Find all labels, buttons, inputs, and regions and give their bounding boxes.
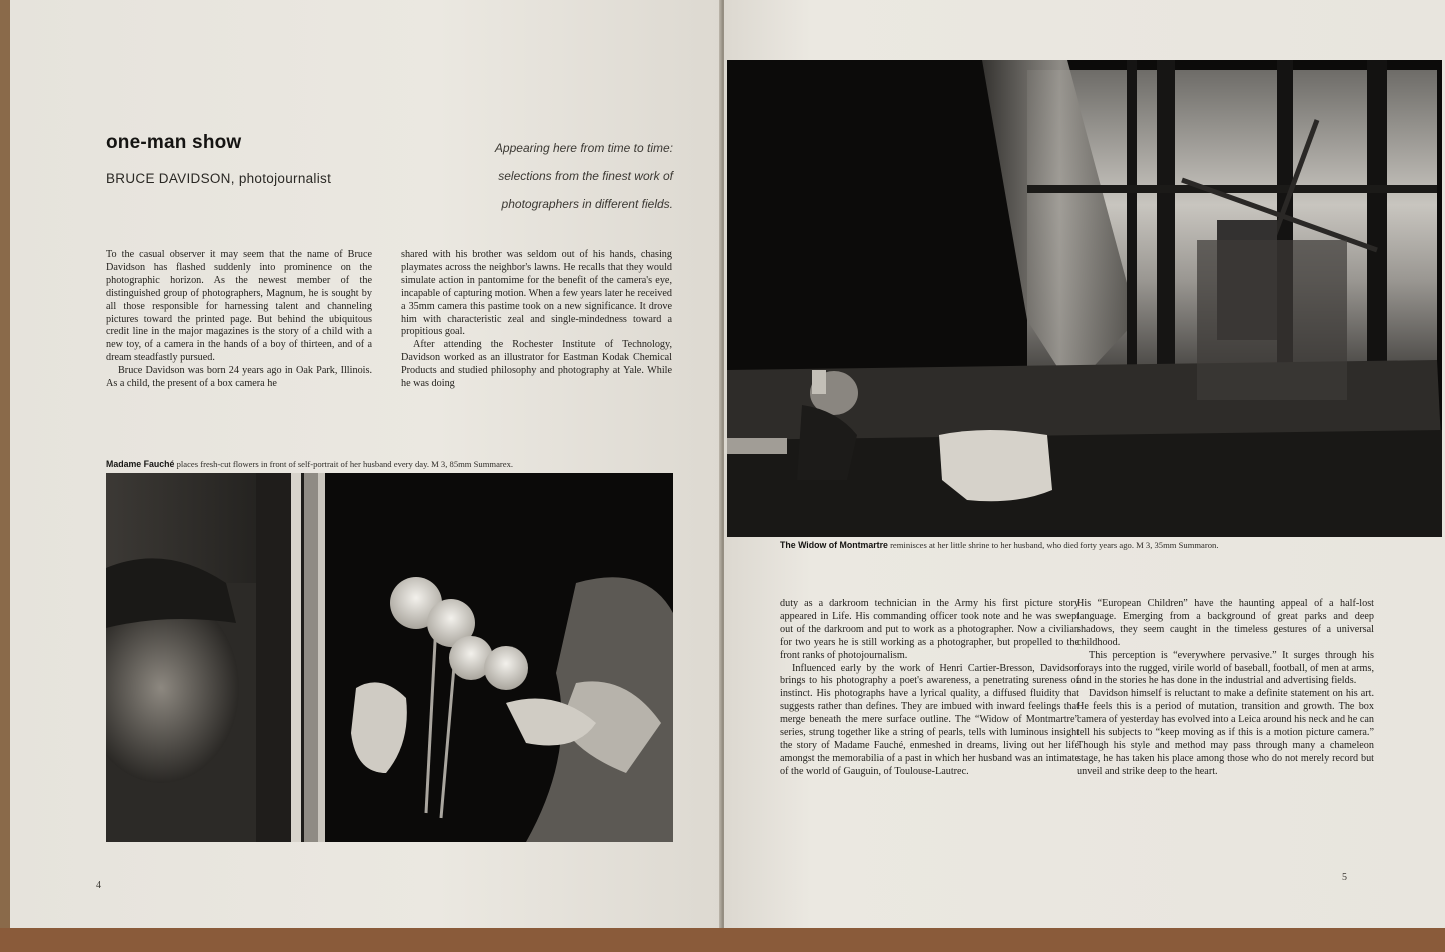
paragraph: To the casual observer it may seem that the name of Bruce Davidson has flashed suddenly into prominence on the photographic horizon. As the newest member of the distinguished group of photographers, Magnum, he is sought by all those responsible for harnessing talent and channeling pictures toward the printed page. But behind the ubiquitous credit line in the major magazines is the story of a child with a new toy, of a camera in the hands of a boy of thirteen, and of a dream steadfastly pursued. — [106, 249, 372, 364]
photo-widow-of-montmartre — [727, 60, 1442, 537]
caption-lead: The Widow of Montmartre — [780, 540, 888, 550]
caption-text: places fresh-cut flowers in front of self-portrait of her husband every day. M 3, 85mm Summarex. — [174, 459, 514, 469]
body-column-4 — [1077, 598, 1374, 779]
photo-caption-madame-fauche — [106, 459, 513, 469]
article-title: one-man show — [106, 132, 242, 153]
series-intro — [450, 134, 673, 218]
window-windmill-photo — [727, 60, 1442, 537]
body-column-1 — [106, 249, 372, 391]
page-number-4: 4 — [96, 880, 101, 891]
flowers-portrait-photo — [106, 473, 673, 842]
body-column-3 — [780, 598, 1079, 779]
table-surface — [0, 928, 1445, 952]
paragraph: This perception is “everywhere pervasive.” It surges through his forays into the rugged, virile world of baseball, football, of men at arms, and in the stories he has done in the industrial and advertising fields. — [1077, 649, 1374, 687]
paragraph: Davidson himself is reluctant to make a definite statement on his art. He feels this is a period of mutation, transition and growth. The box camera of yesterday has evolved into a Leica around his neck and he can tell his subjects to “keep moving as if this is a motion picture camera.” Though his style and method may pass through many a chameleon stage, he has taken his place among those who do not merely record but unveil and strike deep to the heart. — [1077, 688, 1374, 777]
paragraph: After attending the Rochester Institute of Technology, Davidson worked as an illustrator for Eastman Kodak Chemical Products and studied philosophy and photography at Yale. While he was doing — [401, 339, 672, 390]
left-page — [10, 0, 722, 930]
body-column-2 — [401, 249, 672, 391]
right-page — [724, 0, 1445, 935]
intro-line: selections from the finest work of — [498, 169, 673, 183]
paragraph: Bruce Davidson was born 24 years ago in Oak Park, Illinois. As a child, the present of a box camera he — [106, 365, 372, 390]
caption-lead: Madame Fauché — [106, 459, 175, 469]
photo-madame-fauche — [106, 473, 673, 842]
paragraph: His “European Children” have the haunting appeal of a half-lost language. Emerging from a background of great parks and deep shadows, they seem caught in the timeless gestures of a universal childhood. — [1077, 598, 1374, 648]
paragraph: duty as a darkroom technician in the Army his first picture story appeared in Life. His commanding officer took note and he was swept out of the darkroom and put to work as a photographer. Now a civilian for two years he is still working as a photographer, but propelled to the front ranks of photojournalism. — [780, 598, 1079, 661]
article-subtitle: BRUCE DAVIDSON, photojournalist — [106, 171, 332, 186]
caption-text: reminisces at her little shrine to her husband, who died forty years ago. M 3, 35mm Summaron. — [887, 540, 1219, 550]
intro-line: Appearing here from time to time: — [494, 141, 673, 155]
page-number-5: 5 — [1342, 872, 1347, 883]
paragraph: Influenced early by the work of Henri Cartier-Bresson, Davidson brings to his photography a poet's awareness, a penetrating sureness of instinct. His photographs have a lyrical quality, a diffused fluidity that suggests rather than defines. They are imbued with inward feelings that merge beneath the mere surface outline. The “Widow of Montmartre” series, strung together like a string of pearls, tells with luminous insight the story of Madame Fauché, enmeshed in dreams, living out her life amongst the memorabilia of a past in which her husband was an intimate of the world of Gauguin, of Toulouse-Lautrec. — [780, 662, 1079, 777]
intro-line: photographers in different fields. — [501, 197, 673, 211]
photo-caption-widow-of-montmartre — [780, 540, 1218, 550]
paragraph: shared with his brother was seldom out of his hands, chasing playmates across the neighbor's lawns. He recalls that they would simulate action in pantomime for the benefit of the camera's eye, incapable of capturing motion. When a few years later he received a 35mm camera this pastime took on a new significance. It drove him with characteristic zeal and single-mindedness toward a propitious goal. — [401, 249, 672, 338]
